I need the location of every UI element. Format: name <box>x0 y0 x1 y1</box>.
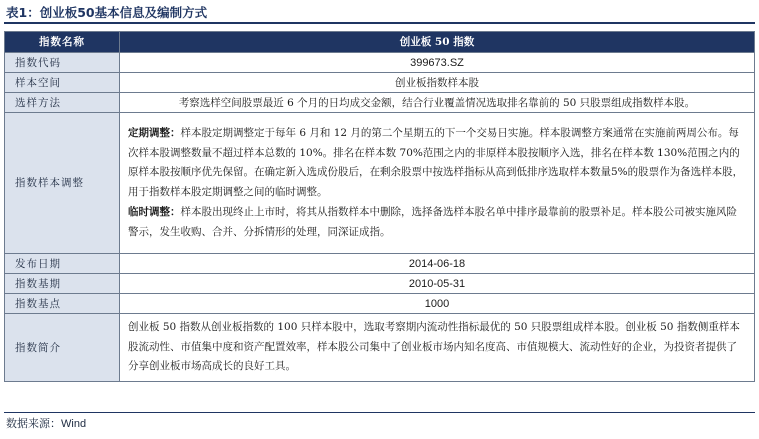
row-label-space: 样本空间 <box>5 73 120 93</box>
sample-adjust-value <box>120 113 755 254</box>
selection-method-value: 考察选样空间股票最近 6 个月的日均成交金额，结合行业覆盖情况选取排名靠前的 50 只股票组成指数样本股。 <box>120 93 755 113</box>
header-col-value: 创业板 50 指数 <box>120 32 755 53</box>
release-date-value: 2014-06-18 <box>120 254 755 274</box>
table-row <box>5 314 755 382</box>
row-label-base-date: 指数基期 <box>5 274 120 294</box>
base-date-value: 2010-05-31 <box>120 274 755 294</box>
row-label-method: 选样方法 <box>5 93 120 113</box>
table-row <box>5 53 755 73</box>
table-header-row <box>5 32 755 53</box>
table-row <box>5 274 755 294</box>
data-source <box>6 415 86 431</box>
row-label-adjust: 指数样本调整 <box>5 113 120 254</box>
row-label-base-point: 指数基点 <box>5 294 120 314</box>
table-row <box>5 73 755 93</box>
index-intro-value: 创业板 50 指数从创业板指数的 100 只样本股中，选取考察期内流动性指标最优的 50 只股票组成样本股。创业板 50 指数侧重样本股流动性、市值集中度和资产配置效率，样本股公司集中了创业板市场内知名度高、市值规模大、流动性好的企业，为投资者提供了分享创业板市场高成长的良好工具。 <box>120 314 755 382</box>
row-label-release: 发布日期 <box>5 254 120 274</box>
index-code-value: 399673.SZ <box>120 53 755 73</box>
regular-adjust-paragraph <box>128 124 746 202</box>
index-info-table <box>4 31 755 382</box>
table-row <box>5 254 755 274</box>
temp-adjust-paragraph <box>128 203 746 242</box>
table-caption: 表1：创业板50基本信息及编制方式 <box>6 5 208 20</box>
regular-adjust-title: 定期调整： <box>128 127 181 139</box>
row-label-intro: 指数简介 <box>5 314 120 382</box>
source-prefix: 数据来源： <box>6 417 61 430</box>
table-row <box>5 113 755 254</box>
temp-adjust-text: 样本股出现终止上市时，将其从指数样本中删除，选择备选样本股名单中排序最靠前的股票补足。样本股公司被实施风险警示，发生收购、合并、分拆情形的处理，同深证成指。 <box>128 206 737 238</box>
regular-adjust-text: 样本股定期调整定于每年 6 月和 12 月的第二个星期五的下一个交易日实施。样本股调整方案通常在实施前两周公布。每次样本股调整数量不超过样本总数的 10%。排名在样本数 70%范围之内的非原样本股按顺序入选，排名在样本数 130%范围之内的原样本股按顺序优先保留。在确定新入选成份股后，在剩余股票中按选样指标从高到低排序选取样本数量5%的股票作为备选样本股，用于指数样本股定期调整之间的临时调整。 <box>128 127 744 198</box>
caption-divider <box>4 22 755 24</box>
temp-adjust-title: 临时调整： <box>128 206 181 218</box>
table-row <box>5 93 755 113</box>
source-divider <box>4 412 755 413</box>
source-name: Wind <box>61 418 87 430</box>
table-row <box>5 294 755 314</box>
row-label-code: 指数代码 <box>5 53 120 73</box>
sample-space-value: 创业板指数样本股 <box>120 73 755 93</box>
header-col-name: 指数名称 <box>5 32 120 53</box>
base-point-value: 1000 <box>120 294 755 314</box>
